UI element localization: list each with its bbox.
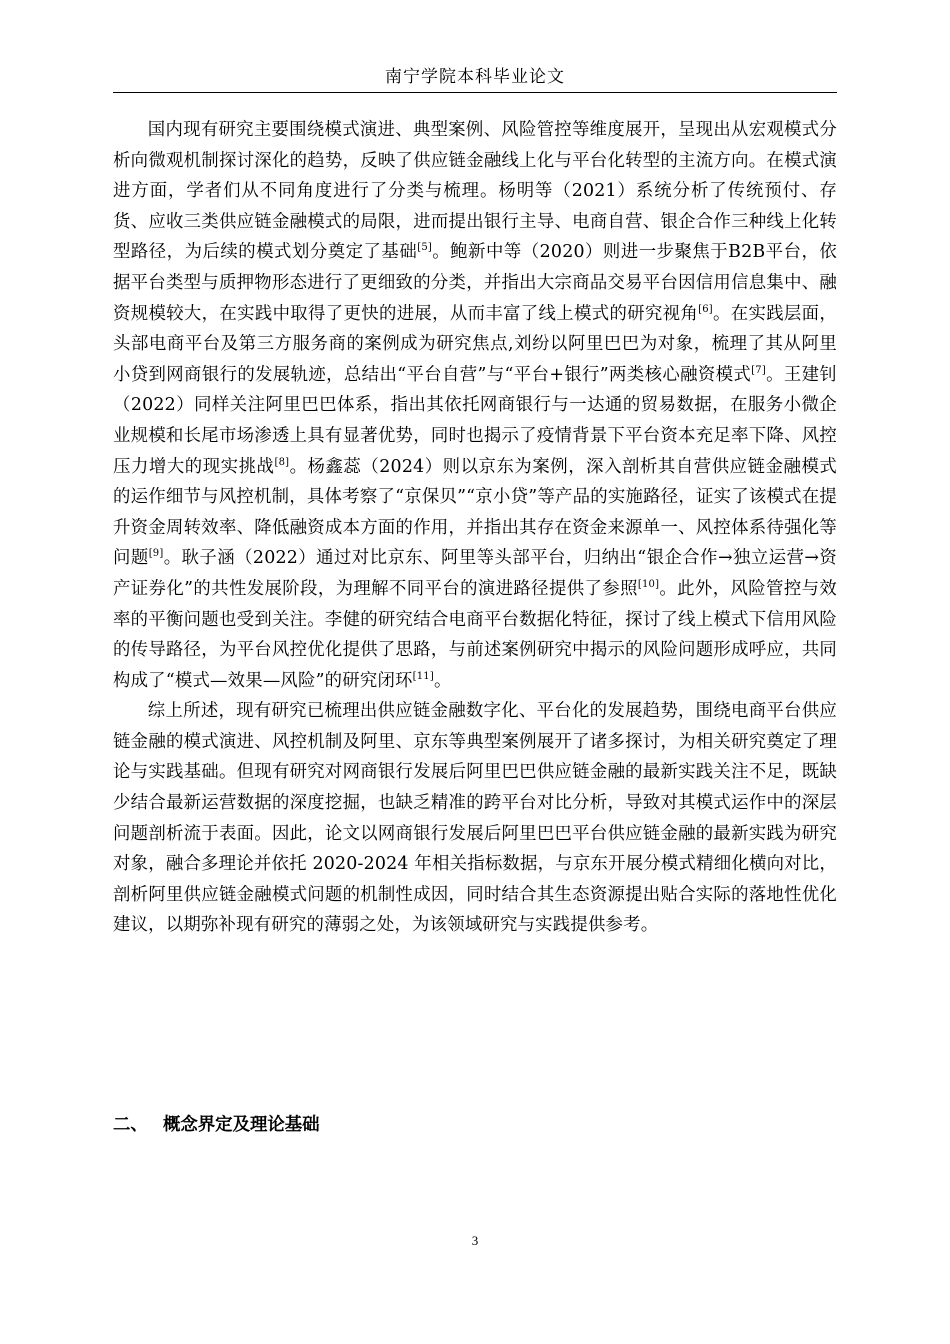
paragraph-text: 。在实践层面，头部电商平台及第三方服务商的案例成为研究焦点,刘纷以阿里巴巴为对象，梳理了其从阿里小贷到网商银行的发展轨迹，总结出“平台自营”与“平台+银行”两类核心融资模式 bbox=[113, 303, 837, 385]
paragraph-text: 。鲍新中等（2020）则进一步聚焦于B2B平台，依据平台类型与质押物形态进行了更细致的分类，并指出大宗商品交易平台因信用信息集中、融资规模较大，在实践中取得了更快的进展，从而丰富了线上模式的研究视角 bbox=[113, 242, 837, 324]
citation-ref: [7] bbox=[751, 364, 766, 376]
paragraph-text: 。 bbox=[433, 670, 452, 691]
paragraph-text: 。耿子涵（2022）通过对比京东、阿里等头部平台，归纳出“银企合作→独立运营→资产证券化”的共性发展阶段，为理解不同平台的演进路径提供了参照 bbox=[113, 548, 837, 599]
section-heading bbox=[113, 1112, 320, 1138]
citation-ref: [5] bbox=[417, 242, 432, 254]
page-number: 3 bbox=[471, 1233, 479, 1248]
paragraph-text: 。杨鑫蕊（2024）则以京东为案例，深入剖析其自营供应链金融模式的运作细节与风控机制，具体考察了“京保贝”“京小贷”等产品的实施路径，证实了该模式在提升资金周转效率、降低融资成本方面的作用，并指出其存在资金来源单一、风控体系待强化等问题 bbox=[113, 456, 837, 569]
header-rule bbox=[113, 92, 837, 93]
paragraph bbox=[113, 115, 837, 696]
citation-ref: [9] bbox=[148, 548, 164, 560]
paragraph-text: 。此外，风险管控与效率的平衡问题也受到关注。李健的研究结合电商平台数据化特征，探讨了线上模式下信用风险的传导路径，为平台风控优化提供了思路，与前述案例研究中揭示的风险问题形成呼应，共同构成了“模式—效果—风险”的研究闭环 bbox=[113, 578, 837, 691]
section-title: 概念界定及理论基础 bbox=[163, 1115, 320, 1135]
section-number: 二、 bbox=[113, 1115, 148, 1135]
paragraph-text: 。王建钊（2022）同样关注阿里巴巴体系，指出其依托网商银行与一达通的贸易数据，在服务小微企业规模和长尾市场渗透上具有显著优势，同时也揭示了疫情背景下平台资本充足率下降、风控压力增大的现实挑战 bbox=[113, 364, 837, 477]
body-text bbox=[113, 115, 837, 941]
citation-ref: [10] bbox=[637, 578, 660, 590]
citation-ref: [6] bbox=[698, 303, 713, 315]
paragraph-text: 国内现有研究主要围绕模式演进、典型案例、风险管控等维度展开，呈现出从宏观模式分析向微观机制探讨深化的趋势，反映了供应链金融线上化与平台化转型的主流方向。在模式演进方面，学者们从不同角度进行了分类与梳理。杨明等（2021）系统分析了传统预付、存货、应收三类供应链金融模式的局限，进而提出银行主导、电商自营、银企合作三种线上化转型路径，为后续的模式划分奠定了基础 bbox=[113, 120, 837, 263]
paragraph bbox=[113, 696, 837, 941]
paragraph-text: 综上所述，现有研究已梳理出供应链金融数字化、平台化的发展趋势，围绕电商平台供应链金融的模式演进、风控机制及阿里、京东等典型案例展开了诸多探讨，为相关研究奠定了理论与实践基础。但现有研究对网商银行发展后阿里巴巴供应链金融的最新实践关注不足，既缺少结合最新运营数据的深度挖掘，也缺乏精准的跨平台对比分析，导致对其模式运作中的深层问题剖析流于表面。因此，论文以网商银行发展后阿里巴巴平台供应链金融的最新实践为研究对象，融合多理论并依托 2020-2024 年相关指标数据，与京东开展分模式精细化横向对比，剖析阿里供应链金融模式问题的机制性成因，同时结合其生态资源提出贴合实际的落地性优化建议，以期弥补现有研究的薄弱之处，为该领域研究与实践提供参考。 bbox=[113, 701, 837, 936]
citation-ref: [8] bbox=[274, 456, 290, 468]
citation-ref: [11] bbox=[412, 670, 434, 682]
page-header: 南宁学院本科毕业论文 bbox=[385, 67, 565, 87]
